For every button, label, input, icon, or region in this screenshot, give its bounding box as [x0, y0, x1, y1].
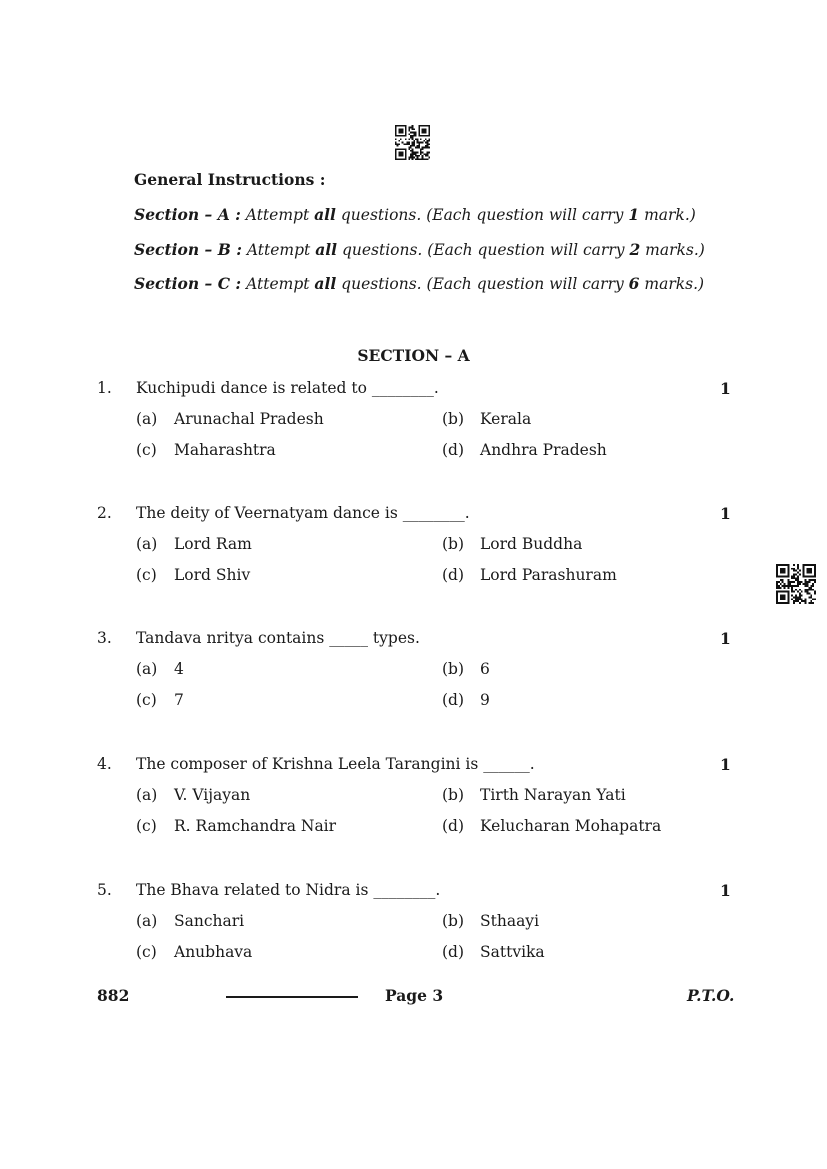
question-number: 1.: [97, 379, 112, 397]
option-text: Kerala: [480, 410, 532, 428]
option-label: (d): [442, 691, 465, 709]
option-label: (a): [136, 410, 158, 428]
option-label: (d): [442, 817, 465, 835]
option-label: (d): [442, 441, 465, 459]
footer-rule: [226, 996, 358, 998]
question-text: Tandava nritya contains _____ types.: [136, 629, 420, 647]
instruction-section-label: Section – C :: [134, 274, 242, 293]
option-label: (b): [442, 912, 465, 930]
option-text: V. Vijayan: [174, 786, 251, 804]
option-label: (d): [442, 943, 465, 961]
section-heading: SECTION – A: [357, 346, 470, 365]
instruction-section-c: [134, 274, 704, 293]
question-marks: 1: [720, 881, 731, 900]
question-number: 2.: [97, 504, 112, 522]
option-label: (a): [136, 535, 158, 553]
instruction-emphasis: all: [314, 205, 336, 224]
instruction-text: Attempt: [241, 241, 316, 259]
instruction-section-label: Section – B :: [134, 240, 242, 259]
instruction-emphasis: all: [315, 240, 338, 259]
page-number: Page 3: [385, 986, 444, 1005]
option-text: Arunachal Pradesh: [174, 410, 324, 428]
option-label: (a): [136, 786, 158, 804]
question-number: 4.: [97, 755, 112, 773]
question-item: [0, 379, 827, 479]
question-item: [0, 881, 827, 981]
option-text: 4: [174, 660, 184, 678]
paper-code: 882: [97, 986, 130, 1005]
option-text: R. Ramchandra Nair: [174, 817, 337, 835]
option-label: (a): [136, 912, 158, 930]
question-marks: 1: [720, 504, 731, 523]
option-text: Sthaayi: [480, 912, 540, 930]
instruction-text: questions. (Each question will carry: [337, 241, 630, 259]
option-label: (c): [136, 566, 157, 584]
option-label: (c): [136, 943, 157, 961]
instruction-text: marks.): [640, 241, 705, 259]
instruction-text: mark.): [639, 206, 696, 224]
option-label: (b): [442, 786, 465, 804]
option-label: (c): [136, 817, 157, 835]
option-text: Sanchari: [174, 912, 245, 930]
option-text: Maharashtra: [174, 441, 276, 459]
question-marks: 1: [720, 755, 731, 774]
instruction-text: questions. (Each question will carry: [335, 206, 629, 224]
option-text: Tirth Narayan Yati: [480, 786, 626, 804]
question-text: The composer of Krishna Leela Tarangini is ______.: [136, 755, 535, 773]
instruction-section-a: [134, 205, 696, 224]
instruction-marks: 6: [628, 274, 640, 293]
option-label: (a): [136, 660, 158, 678]
option-label: (c): [136, 691, 157, 709]
question-number: 3.: [97, 629, 112, 647]
pto-label: P.T.O.: [687, 986, 735, 1005]
option-text: 7: [174, 691, 184, 709]
question-item: [0, 755, 827, 855]
question-number: 5.: [97, 881, 112, 899]
instruction-text: marks.): [639, 275, 705, 293]
option-text: Lord Ram: [174, 535, 252, 553]
question-text: Kuchipudi dance is related to ________.: [136, 379, 439, 397]
option-label: (b): [442, 660, 465, 678]
option-text: Sattvika: [480, 943, 545, 961]
question-text: The deity of Veernatyam dance is ________.: [136, 504, 470, 522]
question-marks: 1: [720, 629, 731, 648]
option-text: 6: [480, 660, 490, 678]
instruction-marks: 1: [628, 205, 640, 224]
general-instructions-title: General Instructions :: [134, 170, 326, 189]
option-text: Kelucharan Mohapatra: [480, 817, 662, 835]
option-text: Lord Parashuram: [480, 566, 617, 584]
instruction-marks: 2: [629, 240, 641, 259]
option-text: Andhra Pradesh: [480, 441, 607, 459]
option-text: Lord Shiv: [174, 566, 251, 584]
instruction-text: Attempt: [241, 275, 315, 293]
instruction-emphasis: all: [314, 274, 337, 293]
question-marks: 1: [720, 379, 731, 398]
question-text: The Bhava related to Nidra is ________.: [136, 881, 441, 899]
option-label: (c): [136, 441, 157, 459]
option-label: (b): [442, 410, 465, 428]
option-text: 9: [480, 691, 490, 709]
option-label: (d): [442, 566, 465, 584]
instruction-section-b: [134, 240, 705, 259]
instruction-text: questions. (Each question will carry: [336, 275, 629, 293]
question-item: [0, 504, 827, 604]
question-item: [0, 629, 827, 729]
option-text: Lord Buddha: [480, 535, 583, 553]
instruction-text: Attempt: [240, 206, 315, 224]
instruction-section-label: Section – A :: [134, 205, 241, 224]
qr-code-icon: [395, 125, 430, 160]
option-label: (b): [442, 535, 465, 553]
option-text: Anubhava: [174, 943, 253, 961]
